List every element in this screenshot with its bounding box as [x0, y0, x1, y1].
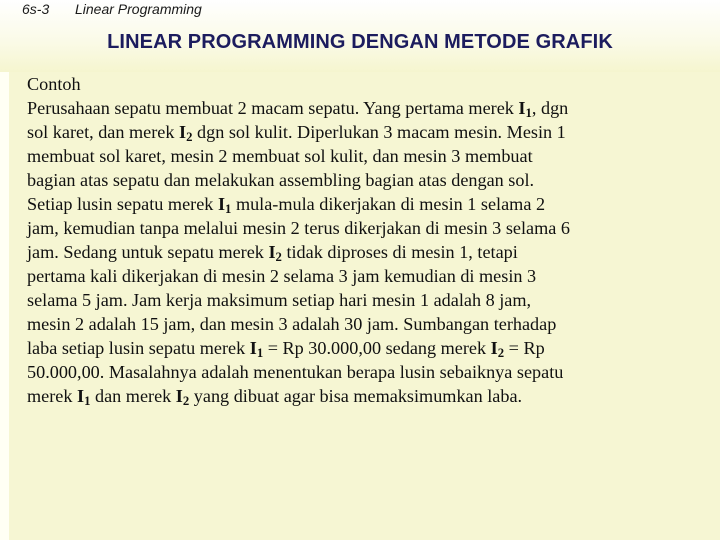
- paragraph-line: mesin 2 adalah 15 jam, dan mesin 3 adalah 30 jam. Sumbangan terhadap: [27, 314, 557, 334]
- slide-title: LINEAR PROGRAMMING DENGAN METODE GRAFIK: [107, 31, 613, 53]
- paragraph-line: merek $I_1$ dan merek $I_2$ yang dibuat agar bisa memaksimumkan laba.: [27, 386, 523, 409]
- paragraph-line: selama 5 jam. Jam kerja maksimum setiap hari mesin 1 adalah 8 jam,: [27, 290, 532, 310]
- paragraph-line: membuat sol karet, mesin 2 membuat sol kulit, dan mesin 3 membuat: [27, 146, 533, 166]
- paragraph-line: sol karet, dan merek $I_2$ dgn sol kulit. Diperlukan 3 macam mesin. Mesin 1: [27, 122, 566, 145]
- course-name: Linear Programming: [75, 1, 202, 17]
- paragraph-line: Perusahaan sepatu membuat 2 macam sepatu. Yang pertama merek $I_1$, dgn: [27, 98, 569, 121]
- paragraph-line: Setiap lusin sepatu merek $I_1$ mula-mula dikerjakan di mesin 1 selama 2: [27, 194, 546, 217]
- paragraph-line: pertama kali dikerjakan di mesin 2 selama 3 jam kemudian di mesin 3: [27, 266, 537, 286]
- slide-body: [27, 72, 717, 408]
- paragraph-line: 50.000,00. Masalahnya adalah menentukan berapa lusin sebaiknya sepatu: [27, 362, 564, 382]
- problem-paragraph: [27, 96, 717, 408]
- paragraph-line: jam, kemudian tanpa melalui mesin 2 terus dikerjakan di mesin 3 selama 6: [27, 218, 570, 238]
- paragraph-line: bagian atas sepatu dan melakukan assembling bagian atas dengan sol.: [27, 170, 535, 190]
- paragraph-line: jam. Sedang untuk sepatu merek $I_2$ tidak diproses di mesin 1, tetapi: [27, 242, 518, 265]
- paragraph-line: laba setiap lusin sepatu merek $I_1 = Rp$ 30.000,00 sedang merek $I_2 = Rp$: [27, 338, 545, 361]
- example-heading: Contoh: [27, 74, 81, 94]
- slide-number: 6s-3: [22, 1, 50, 17]
